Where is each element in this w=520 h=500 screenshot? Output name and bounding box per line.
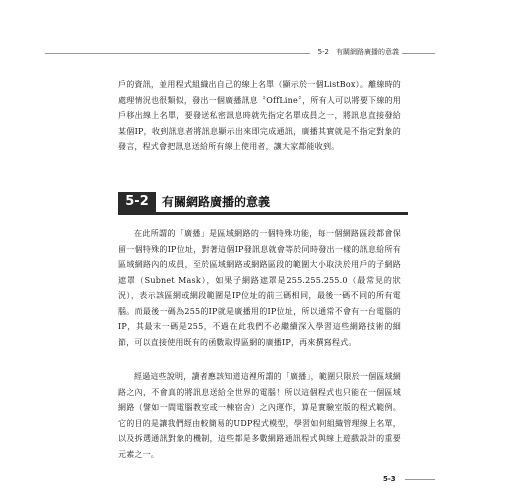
header-rule-left <box>45 53 310 54</box>
body-paragraph-1: 戶的資訊，並用程式組織出自己的線上名單（顯示於一個ListBox）。離線時的處理情況也很類似，發出一個廣播訊息〝OffLine〞，所有人可以將要下線的用戶移出線上名單，要發送私密訊息時就先指定名單成員之一，將訊息直接發給某個IP，收到訊息者將訊息顯示出來即完成通訊，廣播其實就是不指定對象的發言，程式會把訊息送給所有線上使用者，讓大家都能收到。 <box>118 80 401 151</box>
body-paragraph-3: 經過這些說明，讀者應該知道這裡所謂的「廣播」，範圍只限於一個區域網路之內，不會真的將訊息送給全世界的電腦！所以這個程式也只能在一個區域網路（譬如一間電腦教室或一棟宿舍）之內運作，算是實驗室版的程式範例。它的目的是讓我們經由較簡易的UDP程式模型，學習如何組織管理線上名單，以及拆選通訊對象的機制，這些都是多數網路通訊程式與線上遊戲設計的重要元素之一。 <box>118 372 401 459</box>
body-paragraph-2: 在此所謂的「廣播」是區域網路的一個特殊功能，每一個網路區段都會保留一個特殊的IP位址，對著這個IP發訊息就會等於同時發出一樣的訊息給所有區域網路內的成員，至於區域網路或網路區段的範圍大小取決於用戶的子網路遮罩（Subnet Mask），如果子網路遮罩是255.255.255.0（最常見的狀況），表示該區網或網段範圍是IP位址的前三碼相同，最後一碼不同的所有電腦。而最後一碼為255的IP就是廣播用的IP位址，所以通常不會有一台電腦的IP，其最末一碼是255，不過在此我們不必繼續深入學習這些網路技術的細節，可以直接使用既有的函數取得區網的廣播IP，再來撰寫程式。 <box>118 229 401 347</box>
section-number-badge: 5-2 <box>118 192 156 212</box>
running-title: 5-2 有關網路廣播的意義 <box>317 48 399 56</box>
section-underline <box>118 212 408 215</box>
page-number: 5-3 <box>383 475 396 483</box>
header-rule-right <box>402 53 435 54</box>
running-header <box>0 47 520 61</box>
footer-rule <box>405 479 435 480</box>
section-heading <box>118 192 408 212</box>
section-title: 有關網路廣播的意義 <box>162 195 271 209</box>
